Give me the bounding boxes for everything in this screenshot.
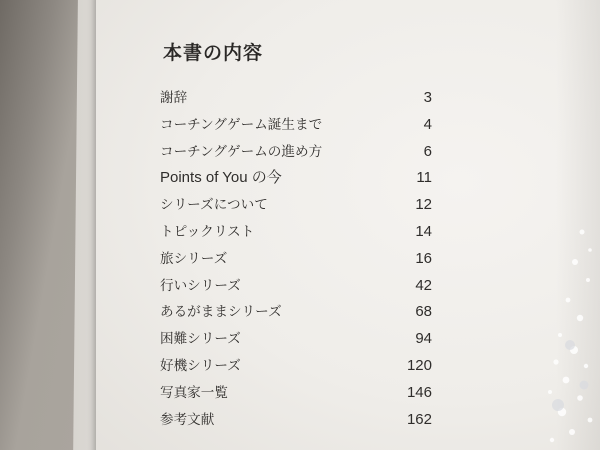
toc-entry (160, 274, 432, 301)
toc-entry-page: 146 (406, 383, 432, 401)
toc-entry (160, 193, 432, 220)
toc-entry-page: 11 (416, 169, 432, 187)
toc-entry-label: トピックリスト (160, 223, 255, 240)
toc-entry-label: Points of You の今 (160, 169, 282, 187)
toc-entry-page: 162 (406, 410, 432, 428)
toc-entry-label: 写真家一覧 (160, 384, 228, 401)
toc-entry-label: シリーズについて (160, 197, 268, 214)
toc-entry-page: 14 (415, 222, 432, 240)
toc-entry-page: 4 (423, 115, 432, 133)
toc-entry (160, 220, 432, 247)
toc-entry-page: 68 (415, 303, 432, 321)
toc-entry (160, 247, 432, 274)
toc-entry-label: 行いシリーズ (160, 277, 241, 294)
page-title: 本書の内容 (163, 42, 264, 64)
toc-entry (160, 113, 432, 140)
toc-entry (160, 327, 432, 354)
toc-entry-page: 3 (423, 89, 432, 106)
toc-entry-label: 困難シリーズ (160, 331, 241, 348)
toc-entry-label: 旅シリーズ (160, 250, 228, 267)
toc-entry-page: 120 (406, 356, 432, 374)
toc-entry (160, 140, 432, 167)
toc-entry (160, 381, 432, 408)
toc-entry-page: 12 (415, 196, 432, 214)
toc-entry-page: 16 (415, 249, 432, 267)
toc-entry-page: 6 (423, 142, 432, 160)
toc-entry-label: あるがままシリーズ (160, 304, 282, 321)
toc-entry-label: 参考文献 (160, 411, 215, 428)
toc-entry (160, 86, 432, 113)
toc-entry (160, 300, 432, 327)
toc-entry-page: 42 (415, 276, 432, 294)
toc-entry-label: コーチングゲームの進め方 (160, 143, 323, 160)
toc-entry (160, 408, 432, 435)
table-of-contents (160, 86, 432, 434)
toc-entry (160, 166, 432, 193)
toc-entry-page: 94 (415, 330, 432, 348)
toc-entry-label: 謝辞 (160, 90, 188, 106)
toc-entry (160, 354, 432, 381)
toc-entry-label: コーチングゲーム誕生まで (160, 116, 323, 133)
toc-entry-label: 好機シリーズ (160, 357, 241, 374)
